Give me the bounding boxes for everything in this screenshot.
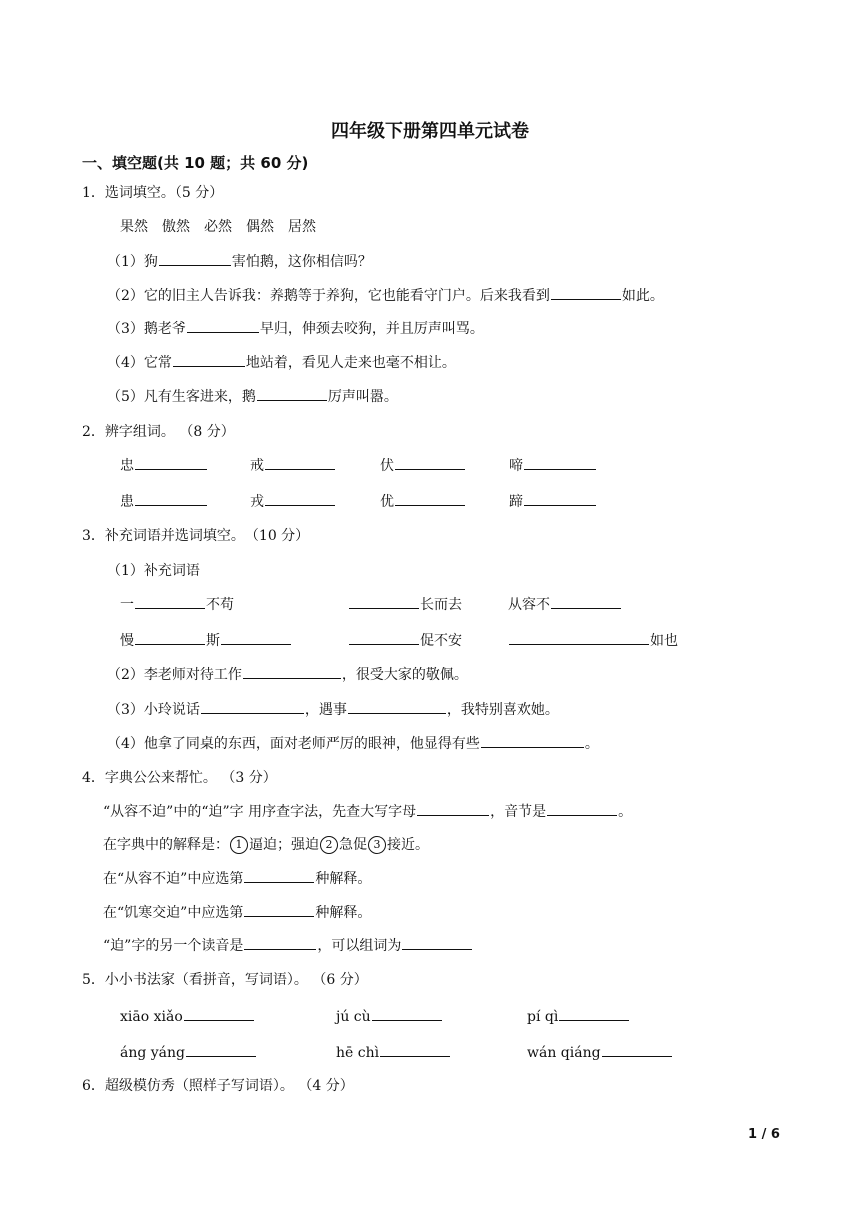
q3-sub-2: （2）李老师对待工作 ，很受大家的敬佩。 — [107, 664, 468, 684]
q2-char-7: 优 — [380, 491, 466, 511]
page-number: 1 / 6 — [748, 1127, 780, 1142]
pinyin-2: jú cù — [336, 1006, 443, 1025]
question-6-heading — [82, 1075, 354, 1095]
answer-blank[interactable] — [265, 491, 335, 506]
answer-blank[interactable] — [481, 733, 584, 748]
question-4-heading — [82, 767, 277, 787]
question-text: 辨字组词。 （8 分） — [104, 424, 235, 440]
answer-blank[interactable] — [395, 455, 465, 470]
answer-blank[interactable] — [402, 935, 472, 950]
answer-blank[interactable] — [349, 594, 419, 609]
answer-blank[interactable] — [135, 630, 205, 645]
pinyin-5: hē chì — [336, 1042, 451, 1061]
question-2-heading — [82, 421, 235, 441]
answer-blank[interactable] — [135, 594, 205, 609]
answer-blank[interactable] — [602, 1042, 672, 1057]
q4-line-5: “迫”字的另一个读音是 ，可以组词为 — [103, 935, 473, 955]
idiom-6: 如也 — [508, 630, 678, 650]
q2-char-8: 蹄 — [509, 491, 597, 511]
pinyin-6: wán qiáng — [527, 1042, 673, 1061]
question-text: 选词填空。（5 分） — [104, 185, 224, 201]
question-text: 超级模仿秀（照样子写词语）。 （4 分） — [104, 1078, 354, 1094]
question-5-heading — [82, 969, 368, 989]
answer-blank[interactable] — [135, 491, 207, 506]
q3-sub-1: （1）补充词语 — [107, 563, 200, 579]
answer-blank[interactable] — [348, 699, 446, 714]
q2-char-3: 伏 — [380, 455, 466, 475]
q3-sub-3: （3）小玲说话 ，遇事 ，我特别喜欢她。 — [107, 699, 559, 719]
idiom-5: 促不安 — [348, 630, 462, 650]
answer-blank[interactable] — [547, 801, 617, 816]
answer-blank[interactable] — [559, 1006, 629, 1021]
question-3-heading — [82, 525, 309, 545]
idiom-1: 一 不苟 — [120, 594, 234, 614]
question-number: 1． — [82, 185, 105, 201]
q4-line-4: 在“饥寒交迫”中应选第 种解释。 — [103, 902, 371, 922]
answer-blank[interactable] — [221, 630, 291, 645]
question-1-heading — [82, 182, 223, 202]
q1-item-4: （4）它常 地站着，看见人走来也毫不相让。 — [107, 352, 456, 372]
circled-number: 1 — [230, 836, 248, 854]
pinyin-4: áng yáng — [120, 1042, 257, 1061]
answer-blank[interactable] — [173, 352, 245, 367]
answer-blank[interactable] — [380, 1042, 450, 1057]
answer-blank[interactable] — [551, 285, 621, 300]
q1-item-5: （5）凡有生客进来，鹅 厉声叫嚣。 — [107, 386, 398, 406]
idiom-3: 从容不 — [508, 594, 622, 614]
question-number: 3． — [82, 528, 105, 544]
circled-number: 3 — [368, 836, 386, 854]
question-number: 5． — [82, 972, 105, 988]
answer-blank[interactable] — [257, 386, 327, 401]
question-number: 2． — [82, 424, 105, 440]
page-title: 四年级下册第四单元试卷 — [331, 121, 529, 142]
answer-blank[interactable] — [265, 455, 335, 470]
q4-line-2: 在字典中的解释是： 1 逼迫；强迫 2 急促 3 接近。 — [103, 837, 429, 853]
q1-item-3: （3）鹅老爷 早归，伸颈去咬狗，并且厉声叫骂。 — [107, 318, 484, 338]
answer-blank[interactable] — [524, 491, 596, 506]
q2-char-6: 戎 — [250, 491, 336, 511]
q2-char-2: 戒 — [250, 455, 336, 475]
question-number: 4． — [82, 770, 105, 786]
answer-blank[interactable] — [349, 630, 419, 645]
answer-blank[interactable] — [187, 318, 259, 333]
answer-blank[interactable] — [159, 251, 231, 266]
q4-line-1: “从容不迫”中的“迫”字 用序查字法，先查大写字母 ，音节是 。 — [103, 801, 632, 821]
answer-blank[interactable] — [186, 1042, 256, 1057]
section-heading: 一、填空题(共 10 题；共 60 分) — [82, 154, 309, 172]
question-text: 字典公公来帮忙。 （3 分） — [104, 770, 277, 786]
q4-line-3: 在“从容不迫”中应选第 种解释。 — [103, 868, 371, 888]
q2-char-4: 啼 — [509, 455, 597, 475]
question-text: 小小书法家（看拼音，写词语）。 （6 分） — [104, 972, 368, 988]
question-text: 补充词语并选词填空。 （10 分） — [104, 528, 310, 544]
q2-char-5: 患 — [120, 491, 208, 511]
q1-item-2: （2）它的旧主人告诉我：养鹅等于养狗，它也能看守门户。后来我看到 如此。 — [107, 285, 664, 305]
answer-blank[interactable] — [509, 630, 649, 645]
answer-blank[interactable] — [201, 699, 304, 714]
q1-item-1: （1）狗 害怕鹅，这你相信吗？ — [107, 251, 372, 271]
idiom-4: 慢 斯 — [120, 630, 292, 650]
answer-blank[interactable] — [244, 935, 316, 950]
q2-char-1: 忠 — [120, 455, 208, 475]
q3-sub-4: （4）他拿了同桌的东西，面对老师严厉的眼神，他显得有些 。 — [107, 733, 599, 753]
answer-blank[interactable] — [551, 594, 621, 609]
answer-blank[interactable] — [395, 491, 465, 506]
pinyin-3: pí qì — [527, 1006, 630, 1025]
answer-blank[interactable] — [184, 1006, 254, 1021]
pinyin-1: xiāo xiǎo — [120, 1006, 255, 1025]
circled-number: 2 — [320, 836, 338, 854]
word-options: 果然 傲然 必然 偶然 居然 — [120, 219, 316, 235]
idiom-2: 长而去 — [348, 594, 462, 614]
answer-blank[interactable] — [244, 902, 314, 917]
answer-blank[interactable] — [135, 455, 207, 470]
answer-blank[interactable] — [372, 1006, 442, 1021]
answer-blank[interactable] — [417, 801, 489, 816]
question-number: 6． — [82, 1078, 105, 1094]
answer-blank[interactable] — [243, 664, 341, 679]
answer-blank[interactable] — [244, 868, 314, 883]
answer-blank[interactable] — [524, 455, 596, 470]
